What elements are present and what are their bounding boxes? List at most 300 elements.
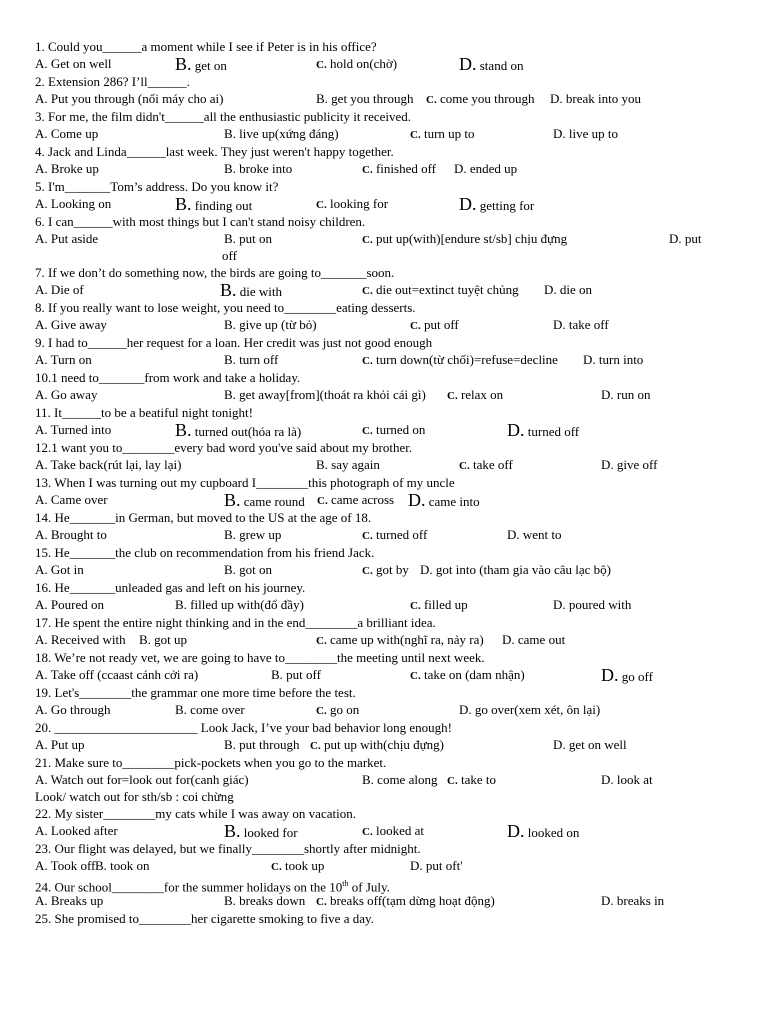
answer-option xyxy=(35,736,84,754)
option-text: Die of xyxy=(50,282,84,297)
options-row xyxy=(0,421,768,439)
option-text: ended up xyxy=(469,161,518,176)
option-letter: D. xyxy=(601,387,614,402)
option-text: turned off xyxy=(527,424,580,439)
option-letter: C. xyxy=(316,59,327,71)
question-line xyxy=(0,754,768,771)
option-text: Took off xyxy=(50,858,96,873)
option-letter: D. xyxy=(420,562,433,577)
options-row xyxy=(0,822,768,840)
question-number: 4. xyxy=(35,144,45,159)
option-letter: C. xyxy=(317,495,328,507)
option-text: get away[from](thoát ra khỏi cái gì) xyxy=(239,387,426,402)
question-line xyxy=(0,544,768,561)
answer-option xyxy=(271,857,324,876)
option-text: take on (dam nhận) xyxy=(423,667,525,682)
options-row xyxy=(0,736,768,754)
option-letter: C. xyxy=(362,826,373,838)
question-text: He_______the club on recommendation from his friend Jack. xyxy=(54,545,375,560)
answer-option xyxy=(550,90,641,108)
option-letter: B. xyxy=(316,91,328,106)
option-text: looked at xyxy=(375,823,424,838)
question-number: 24. xyxy=(35,879,52,895)
answer-option xyxy=(175,55,227,75)
options-row xyxy=(0,857,768,875)
answer-option xyxy=(35,386,97,404)
options-row xyxy=(0,631,768,649)
option-letter: B. xyxy=(224,737,236,752)
option-letter: B. xyxy=(224,231,236,246)
option-letter: A. xyxy=(35,772,48,787)
answer-option xyxy=(316,456,380,474)
question-number: 17. xyxy=(35,615,52,630)
option-letter: A. xyxy=(35,91,48,106)
option-letter: B. xyxy=(224,161,236,176)
option-letter: D. xyxy=(507,527,520,542)
options-row xyxy=(0,281,768,299)
answer-option xyxy=(426,90,535,109)
answer-option xyxy=(35,701,110,719)
answer-option xyxy=(447,386,503,405)
question-text: I can______with most things but I can't stand noisy children. xyxy=(48,214,366,229)
answer-option xyxy=(362,771,437,789)
answer-option xyxy=(175,701,245,719)
question-number: 8. xyxy=(35,300,45,315)
option-text: put on xyxy=(239,231,273,246)
answer-option xyxy=(410,316,459,335)
option-letter: A. xyxy=(35,352,48,367)
option-letter: D. xyxy=(544,282,557,297)
option-text: Go away xyxy=(50,387,98,402)
answer-option xyxy=(362,160,436,179)
ordinal-suffix: th xyxy=(342,879,349,888)
option-letter: B. xyxy=(224,352,236,367)
options-row xyxy=(0,491,768,509)
option-text: breaks in xyxy=(616,893,665,908)
option-letter: A. xyxy=(35,317,48,332)
option-letter: B. xyxy=(175,420,192,440)
question-text: Make sure to________pick-pockets when you go to the market. xyxy=(54,755,387,770)
option-letter: C. xyxy=(310,740,321,752)
options-row xyxy=(0,386,768,404)
option-letter: D. xyxy=(550,91,563,106)
option-text: come along xyxy=(377,772,438,787)
answer-option xyxy=(35,281,84,299)
question-text: I'm_______Tom’s address. Do you know it? xyxy=(48,179,279,194)
question-text: Let's________the grammar one more time before the test. xyxy=(54,685,356,700)
option-text: turn into xyxy=(598,352,644,367)
option-letter: B. xyxy=(316,457,328,472)
option-text: breaks down xyxy=(239,893,306,908)
answer-option xyxy=(601,771,653,789)
options-row xyxy=(0,596,768,614)
question-line xyxy=(0,369,768,386)
option-letter: A. xyxy=(35,161,48,176)
option-text: broke into xyxy=(239,161,293,176)
option-letter: D. xyxy=(408,490,426,510)
question-number: 9. xyxy=(35,335,45,350)
question-number: 2. xyxy=(35,74,45,89)
options-row xyxy=(0,125,768,143)
options-row xyxy=(0,561,768,579)
question-number: 25. xyxy=(35,911,52,926)
answer-option xyxy=(224,561,272,579)
options-row xyxy=(0,666,768,684)
option-text: Go through xyxy=(50,702,111,717)
options-row xyxy=(0,771,768,789)
answer-option xyxy=(459,701,600,719)
answer-option xyxy=(35,596,104,614)
option-letter: B. xyxy=(224,562,236,577)
option-text: come you through xyxy=(439,91,535,106)
answer-option xyxy=(362,561,409,580)
option-text: give off xyxy=(616,457,658,472)
answer-option xyxy=(316,631,484,650)
options-row xyxy=(0,351,768,369)
option-letter: C. xyxy=(410,320,421,332)
question-text-tail: of July. xyxy=(348,879,390,895)
answer-option xyxy=(507,421,579,441)
question-line xyxy=(0,334,768,351)
option-text: looked for xyxy=(243,825,298,840)
option-letter: D. xyxy=(410,858,423,873)
answer-option xyxy=(553,596,631,614)
option-text: Poured on xyxy=(50,597,104,612)
option-text: Put you through (nối máy cho ai) xyxy=(50,91,224,106)
options-row xyxy=(0,701,768,719)
options-row xyxy=(0,526,768,544)
option-text: Turned into xyxy=(50,422,112,437)
option-text: put xyxy=(684,231,702,246)
option-letter: B. xyxy=(139,632,151,647)
answer-option xyxy=(35,90,223,108)
answer-option xyxy=(502,631,565,649)
option-letter: A. xyxy=(35,823,48,838)
options-row xyxy=(0,230,768,264)
option-text: Turn on xyxy=(50,352,92,367)
option-text: took on xyxy=(110,858,150,873)
answer-option xyxy=(553,736,627,754)
option-text: Put aside xyxy=(50,231,99,246)
option-text: came across xyxy=(330,492,395,507)
question-text: Jack and Linda______last week. They just weren't happy together. xyxy=(48,144,394,159)
option-letter: C. xyxy=(410,129,421,141)
option-letter: C. xyxy=(362,425,373,437)
answer-option xyxy=(454,160,517,178)
option-text: finished off xyxy=(375,161,437,176)
option-letter: B. xyxy=(224,126,236,141)
option-letter: D. xyxy=(507,821,525,841)
option-text: Breaks up xyxy=(50,893,104,908)
question-text: need to_______from work and take a holiday. xyxy=(61,370,301,385)
question-number: 11. xyxy=(35,405,51,420)
question-number: 18. xyxy=(35,650,52,665)
option-letter: D. xyxy=(502,632,515,647)
answer-option xyxy=(601,666,653,686)
option-letter: B. xyxy=(224,317,236,332)
option-letter: C. xyxy=(316,199,327,211)
answer-option xyxy=(35,631,126,649)
option-text: take off xyxy=(472,457,513,472)
option-text: break into you xyxy=(565,91,641,106)
option-letter: C. xyxy=(362,355,373,367)
option-letter: B. xyxy=(224,387,236,402)
question-text: He_______in German, but moved to the US at the age of 18. xyxy=(54,510,372,525)
option-letter: D. xyxy=(601,457,614,472)
option-letter: D. xyxy=(553,737,566,752)
option-text: put off xyxy=(423,317,459,332)
option-text: breaks off(tạm dừng hoạt động) xyxy=(329,893,495,908)
option-letter: A. xyxy=(35,702,48,717)
option-text: go off xyxy=(621,669,653,684)
option-text: came round xyxy=(243,494,305,509)
option-text: take off xyxy=(568,317,609,332)
question-number: 20. xyxy=(35,720,52,735)
question-number: 21. xyxy=(35,755,52,770)
option-text: get on well xyxy=(568,737,627,752)
question-text: Our school________for the summer holidays on the 10 xyxy=(54,879,343,895)
question-line xyxy=(0,614,768,631)
answer-option xyxy=(410,666,525,685)
question-line xyxy=(0,264,768,281)
option-letter: C. xyxy=(410,600,421,612)
option-letter: D. xyxy=(553,126,566,141)
option-text: turned off xyxy=(375,527,428,542)
vocab-note: Look/ watch out for sth/sb : coi chừng xyxy=(35,789,234,804)
option-letter: B. xyxy=(175,597,187,612)
option-text: put through xyxy=(239,737,300,752)
question-line xyxy=(0,178,768,195)
option-text: Looked after xyxy=(50,823,118,838)
option-letter: D. xyxy=(459,194,477,214)
option-text: getting for xyxy=(479,198,535,213)
option-text: put off xyxy=(286,667,321,682)
option-text: live up to xyxy=(568,126,618,141)
exercise-sheet xyxy=(0,38,768,927)
answer-option xyxy=(35,421,111,439)
option-letter: A. xyxy=(35,422,48,437)
option-text: Brought to xyxy=(50,527,107,542)
option-text: run on xyxy=(616,387,651,402)
option-letter: D. xyxy=(454,161,467,176)
answer-option xyxy=(316,195,388,214)
question-text: I had to______her request for a loan. Her credit was just not good enough xyxy=(48,335,433,350)
option-text: Broke up xyxy=(50,161,99,176)
option-text: hold on(chờ) xyxy=(329,56,398,71)
question-line xyxy=(0,474,768,491)
answer-option xyxy=(224,736,299,754)
answer-option xyxy=(316,55,397,74)
option-letter: A. xyxy=(35,893,48,908)
answer-option xyxy=(601,892,664,910)
option-letter: C. xyxy=(362,285,373,297)
options-row xyxy=(0,160,768,178)
option-letter: B. xyxy=(224,527,236,542)
question-line xyxy=(0,38,768,55)
option-letter: C. xyxy=(316,896,327,908)
answer-option xyxy=(362,421,425,440)
option-text: Watch out for=look out for(canh giác) xyxy=(50,772,249,787)
options-row xyxy=(0,55,768,73)
option-text: say again xyxy=(331,457,380,472)
answer-option xyxy=(601,456,657,474)
option-letter: A. xyxy=(35,282,48,297)
options-row xyxy=(0,456,768,474)
answer-option xyxy=(35,230,98,248)
answer-option xyxy=(601,386,650,404)
option-text: Take off (ccaast cánh cởi ra) xyxy=(50,667,199,682)
option-letter: A. xyxy=(35,56,48,71)
option-letter: A. xyxy=(35,632,48,647)
option-letter: D. xyxy=(553,597,566,612)
answer-option xyxy=(35,160,99,178)
question-text: ______________________ Look Jack, I’ve your bad behavior long enough! xyxy=(54,720,453,735)
option-letter: A. xyxy=(35,737,48,752)
option-letter: D. xyxy=(459,702,472,717)
option-text: die out=extinct tuyệt chủng xyxy=(375,282,519,297)
question-number: 5. xyxy=(35,179,45,194)
question-text: Our flight was delayed, but we finally________shortly after midnight. xyxy=(54,841,421,856)
option-text: looking for xyxy=(329,196,389,211)
answer-option xyxy=(35,55,112,73)
answer-option xyxy=(553,316,609,334)
question-text: Could you______a moment while I see if Peter is in his office? xyxy=(48,39,377,54)
question-line xyxy=(0,143,768,160)
option-letter: C. xyxy=(362,234,373,246)
option-text: Put up xyxy=(50,737,85,752)
option-text: put oft' xyxy=(425,858,463,873)
question-number: 13. xyxy=(35,475,52,490)
answer-option xyxy=(271,666,321,684)
option-text: look at xyxy=(616,772,653,787)
option-letter: A. xyxy=(35,231,48,246)
option-text: got on xyxy=(239,562,273,577)
option-letter: B. xyxy=(224,821,241,841)
answer-option xyxy=(408,491,480,511)
option-letter: A. xyxy=(35,457,48,472)
option-letter: A. xyxy=(35,667,48,682)
option-letter: A. xyxy=(35,527,48,542)
answer-option xyxy=(459,55,523,75)
question-text: She promised to________her cigarette smoking to five a day. xyxy=(54,911,374,926)
answer-option xyxy=(224,822,298,842)
question-text: Extension 286? I’ll______. xyxy=(48,74,190,89)
option-text: give up (từ bỏ) xyxy=(239,317,317,332)
answer-option xyxy=(35,892,103,910)
answer-option xyxy=(362,351,558,370)
option-text: got by xyxy=(375,562,409,577)
option-letter: C. xyxy=(316,635,327,647)
answer-option xyxy=(224,892,305,910)
question-text: It______to be a beatiful night tonight! xyxy=(54,405,253,420)
question-number: 1. xyxy=(35,39,45,54)
answer-option xyxy=(35,857,95,875)
option-text: got into (tham gia vào câu lạc bộ) xyxy=(435,562,611,577)
option-letter: B. xyxy=(175,54,192,74)
option-text: Got in xyxy=(50,562,84,577)
option-text: turned on xyxy=(375,422,426,437)
answer-option xyxy=(35,316,107,334)
option-letter: D. xyxy=(601,893,614,908)
option-letter: A. xyxy=(35,492,48,507)
option-letter: C. xyxy=(362,530,373,542)
answer-option xyxy=(35,491,108,509)
option-text: filled up xyxy=(423,597,468,612)
answer-option xyxy=(224,491,305,511)
answer-option xyxy=(220,281,282,301)
option-text: die with xyxy=(239,284,283,299)
option-text: turn up to xyxy=(423,126,475,141)
answer-option xyxy=(544,281,592,299)
answer-option xyxy=(310,736,444,755)
options-row xyxy=(0,90,768,108)
option-text: get you through xyxy=(331,91,414,106)
option-text: go over(xem xét, ôn lại) xyxy=(474,702,601,717)
question-line xyxy=(0,719,768,736)
question-number: 10.1 xyxy=(35,370,58,385)
option-text: get on xyxy=(194,58,227,73)
answer-option xyxy=(447,771,496,790)
answer-option xyxy=(35,526,107,544)
option-text: Come up xyxy=(50,126,99,141)
answer-option xyxy=(175,195,252,215)
option-letter: C. xyxy=(426,94,437,106)
answer-option xyxy=(224,526,281,544)
option-letter: D. xyxy=(459,54,477,74)
question-line xyxy=(0,404,768,421)
question-line xyxy=(0,213,768,230)
option-letter: A. xyxy=(35,858,48,873)
answer-option xyxy=(669,230,702,248)
question-line xyxy=(0,108,768,125)
answer-option xyxy=(35,666,198,684)
option-text: come over xyxy=(190,702,245,717)
answer-option xyxy=(410,125,475,144)
option-text: turn down(từ chối)=refuse=decline xyxy=(375,352,558,367)
answer-option xyxy=(362,230,567,249)
option-text: stand on xyxy=(479,58,524,73)
option-letter: A. xyxy=(35,597,48,612)
option-letter: C. xyxy=(316,705,327,717)
question-number: 16. xyxy=(35,580,52,595)
option-text: went to xyxy=(522,527,562,542)
question-text: He spent the entire night thinking and in the end________a brilliant idea. xyxy=(54,615,436,630)
question-line xyxy=(0,299,768,316)
answer-option xyxy=(35,771,249,789)
question-line xyxy=(0,579,768,596)
question-line xyxy=(0,840,768,857)
question-number: 22. xyxy=(35,806,52,821)
option-letter: C. xyxy=(410,670,421,682)
option-text: Looking on xyxy=(50,196,112,211)
option-text: put up with(chịu đựng) xyxy=(323,737,445,752)
answer-option xyxy=(224,316,317,334)
answer-option xyxy=(139,631,187,649)
option-letter: C. xyxy=(362,164,373,176)
option-letter: C. xyxy=(271,861,282,873)
option-letter: A. xyxy=(35,562,48,577)
answer-option xyxy=(35,125,98,143)
answer-option xyxy=(316,90,414,108)
option-text: grew up xyxy=(239,527,282,542)
option-text: came out xyxy=(517,632,566,647)
question-line xyxy=(0,910,768,927)
option-text: got up xyxy=(154,632,188,647)
option-text: Received with xyxy=(50,632,126,647)
answer-option xyxy=(410,596,468,615)
option-letter: A. xyxy=(35,126,48,141)
option-letter: B. xyxy=(175,194,192,214)
